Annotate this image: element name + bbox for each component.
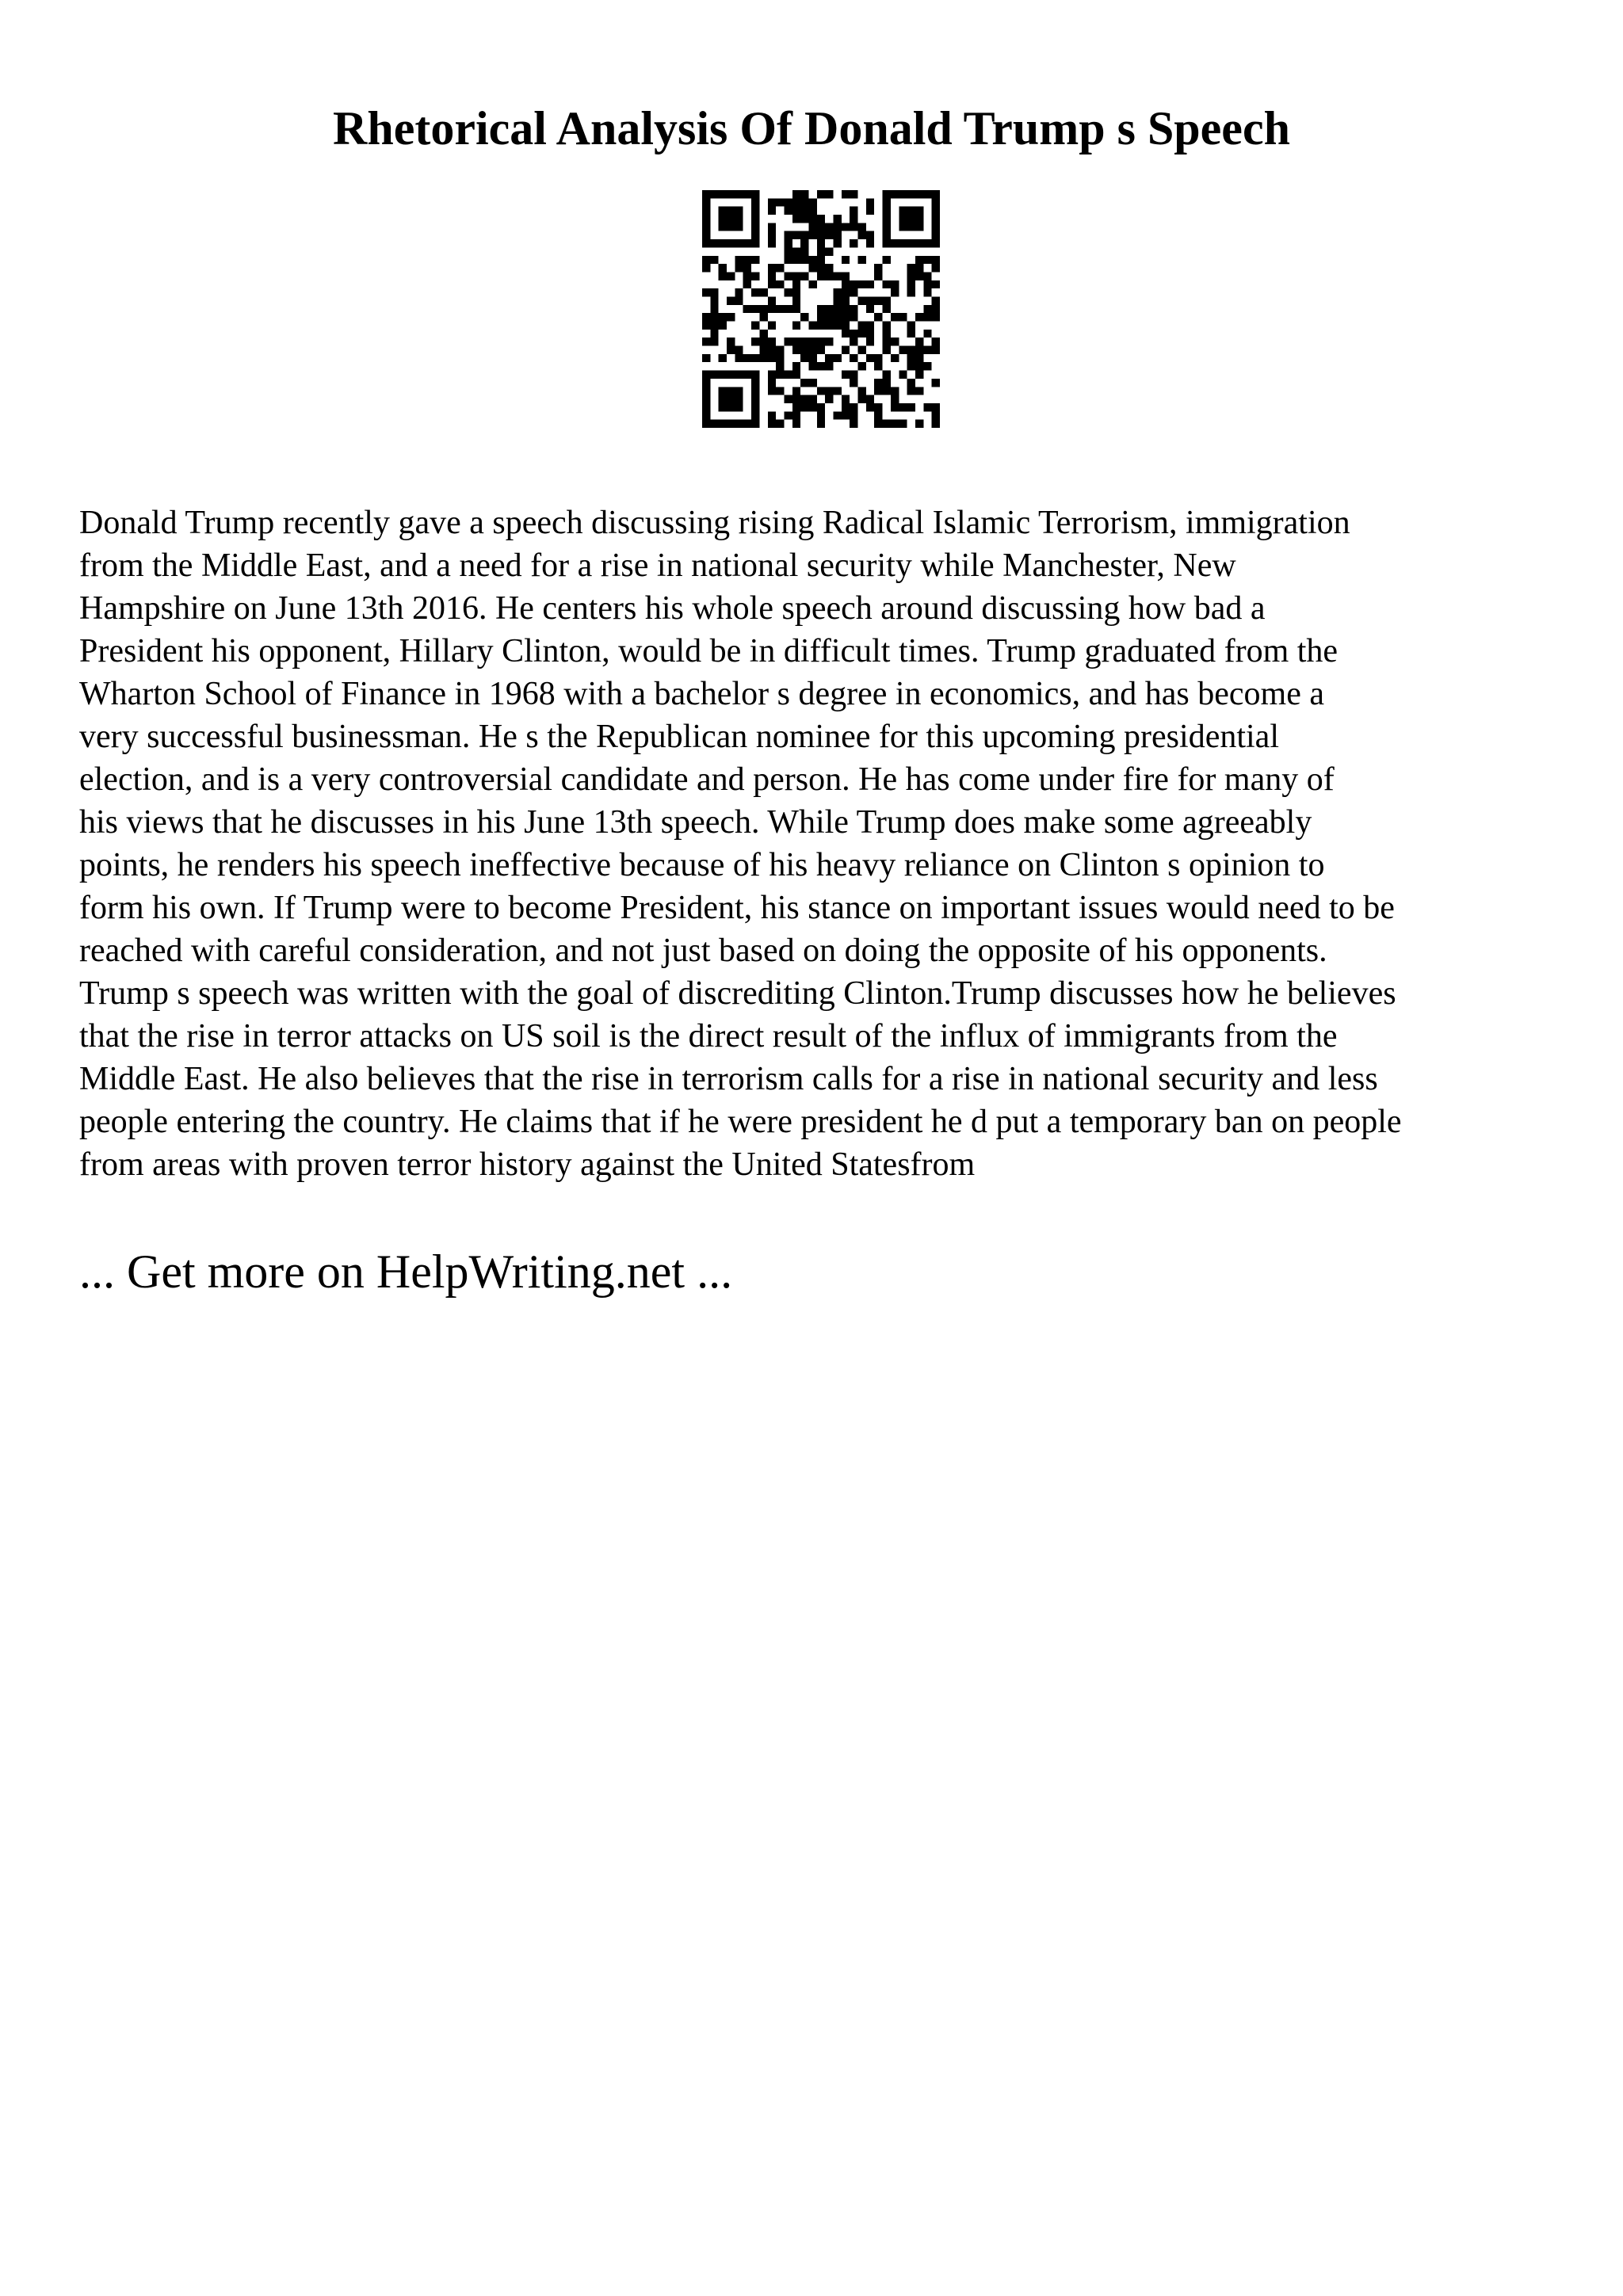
body-line: very successful businessman. He s the Republican nominee for this upcoming presidential	[79, 719, 1279, 755]
qr-code-icon[interactable]	[702, 190, 940, 428]
body-line: from areas with proven terror history against the United Statesfrom	[79, 1146, 976, 1183]
body-line: Donald Trump recently gave a speech discussing rising Radical Islamic Terrorism, immigration	[79, 505, 1350, 541]
body-line: President his opponent, Hillary Clinton, would be in difficult times. Trump graduated from the	[79, 633, 1338, 669]
get-more-link[interactable]: ... Get more on HelpWriting.net ...	[79, 1245, 733, 1298]
body-line: Trump s speech was written with the goal of discrediting Clinton.Trump discusses how he believes	[79, 975, 1396, 1012]
body-line: points, he renders his speech ineffective because of his heavy reliance on Clinton s opinion to	[79, 847, 1325, 883]
body-line: Middle East. He also believes that the rise in terrorism calls for a rise in national security and less	[79, 1061, 1378, 1097]
body-line: people entering the country. He claims that if he were president he d put a temporary ban on people	[79, 1104, 1402, 1140]
body-line: Hampshire on June 13th 2016. He centers his whole speech around discussing how bad a	[79, 590, 1266, 627]
document-title: Rhetorical Analysis Of Donald Trump s Speech	[333, 102, 1290, 154]
body-paragraph	[79, 502, 1569, 1186]
body-line: election, and is a very controversial candidate and person. He has come under fire for many of	[79, 761, 1335, 798]
body-line: reached with careful consideration, and not just based on doing the opposite of his opponents.	[79, 933, 1327, 969]
body-line: from the Middle East, and a need for a rise in national security while Manchester, New	[79, 547, 1236, 584]
body-line: form his own. If Trump were to become President, his stance on important issues would need to be	[79, 890, 1395, 926]
body-line: that the rise in terror attacks on US soil is the direct result of the influx of immigrants from the	[79, 1018, 1338, 1055]
body-line: Wharton School of Finance in 1968 with a bachelor s degree in economics, and has become a	[79, 676, 1325, 712]
body-line: his views that he discusses in his June 13th speech. While Trump does make some agreeably	[79, 804, 1312, 841]
